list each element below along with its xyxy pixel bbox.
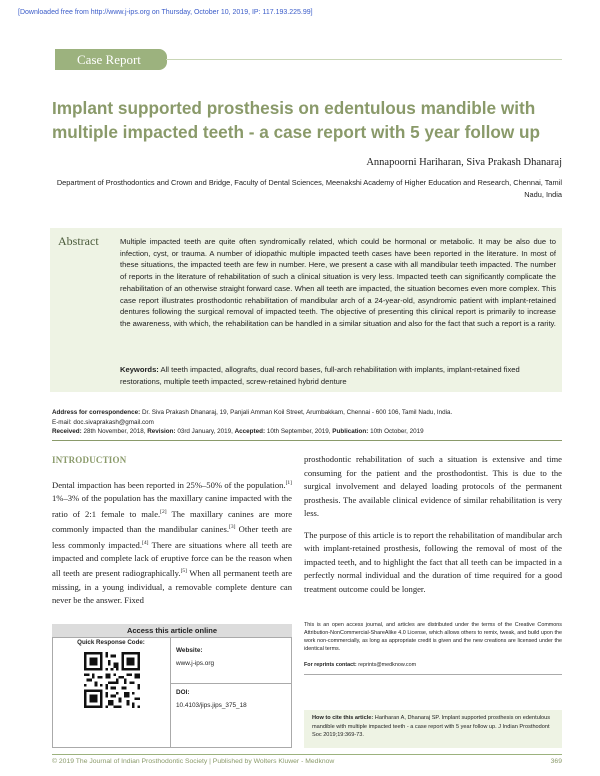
keywords-text: All teeth impacted, allografts, dual record bases, full-arch rehabilitation with implants, implant-retained fixed restorations, multiple teeth impacted, screw-retained hybrid denture	[120, 365, 520, 386]
citation-text: Hariharan A, Dhanaraj SP. Implant supported prosthesis on edentulous mandible with multiple impacted teeth - a case report with 5 year follow up. J Indian Prosthodont Soc 2019;19:369-73.	[312, 715, 551, 739]
revision-label: Revision:	[147, 428, 176, 435]
open-access-notice: This is an open access journal, and articles are distributed under the terms of the Creative Commons Attribution-NonCommercial-ShareAlike 4.0 License, which allows others to remix, tweak, and build upon the work non-commercially, as long as appropriate credit is given and the new creations are licensed under the identical terms.	[304, 622, 562, 652]
correspondence-text: Dr. Siva Prakash Dhanaraj, 19, Panjali Amman Koil Street, Arumbakkam, Chennai - 600 106, Tamil Nadu, India.	[141, 409, 453, 416]
received-label: Received:	[52, 428, 82, 435]
abstract-text: Multiple impacted teeth are quite often syndromically related, which could be hormonal or metabolic. It may be also due to infection, cyst, or trauma. A number of idiopathic multiple impacted teeth cases have been reported in the literature. In most of these situations, the impacted teeth are few in number. Here, we present a case with all mandibular teeth impacted. The number of reports in the literature of rehabilitation of such a clinical situation is very less. Impacted teeth can significantly complicate the rehabilitation of an otherwise straight forward case. When all teeth are impacted, the situation becomes even more complex. This case report illustrates prosthodontic rehabilitation of mandibular arch of a 24-year-old, asyndromic patient with implant-retained dentures following the surgical removal of impacted teeth. The objective of presenting this clinical report is primarily to increase the awareness, with which, the rehabilitation can be handled in a similar situation and also for the fact that such a report is a rarity.	[120, 237, 556, 328]
tab-divider	[166, 59, 562, 60]
access-box-divider	[170, 637, 171, 748]
intro-column-left	[52, 477, 292, 608]
access-box-divider	[52, 637, 292, 638]
article-dates	[52, 428, 562, 435]
revision-date: 03rd January, 2019,	[177, 428, 233, 435]
keywords	[120, 364, 556, 388]
correspondence-email[interactable]: E-mail: doc.sivaprakash@gmail.com	[52, 419, 154, 426]
intro-text: The maxillary canines are more commonly impacted than the mandibular canines.	[52, 508, 293, 535]
website-label: Website:	[176, 647, 203, 654]
authors: Annapoorni Hariharan, Siva Prakash Dhanaraj	[366, 157, 562, 168]
correspondence	[52, 408, 562, 428]
access-box-heading: Access this article online	[52, 624, 292, 637]
page-number: 369	[550, 758, 562, 765]
doi-label: DOI:	[176, 689, 190, 696]
ref-link[interactable]: [5]	[180, 568, 187, 575]
ref-link[interactable]: [1]	[285, 480, 292, 486]
ref-link[interactable]: [3]	[228, 524, 236, 531]
divider	[304, 674, 562, 675]
reprints-email[interactable]: reprints@medknow.com	[358, 662, 417, 668]
ref-link[interactable]: [4]	[142, 539, 149, 546]
reprints-contact	[304, 662, 416, 668]
publication-label: Publication:	[332, 428, 369, 435]
section-tab: Case Report	[55, 49, 167, 70]
abstract-label: Abstract	[58, 234, 99, 248]
website-link[interactable]: www.j-ips.org	[176, 660, 214, 667]
introduction-heading: INTRODUCTION	[52, 455, 127, 465]
ref-link[interactable]: [2]	[160, 508, 167, 515]
article-title: Implant supported prosthesis on edentulous mandible with multiple impacted teeth - a case report with 5 year follow up	[52, 98, 541, 142]
intro-text: Other teeth are less commonly impacted.	[52, 524, 292, 550]
doi-link[interactable]: 10.4103/jips.jips_375_18	[176, 702, 247, 709]
access-box-divider	[170, 683, 292, 684]
reprints-label: For reprints contact:	[304, 662, 357, 668]
intro-column-right	[304, 453, 562, 604]
intro-paragraph: prosthodontic rehabilitation of such a situation is extensive and time consuming for the patient and the prosthodontist. This is due to the surgical involvement and delayed loading protocols of the permanent prosthesis. The available clinical evidence of similar rehabilitation is very less.	[304, 454, 562, 518]
qr-code-icon[interactable]	[84, 652, 140, 708]
publication-date: 10th October, 2019	[370, 428, 424, 435]
intro-paragraph: The purpose of this article is to report the rehabilitation of mandibular arch with implant-retained prosthesis, following the removal of most of the impacted teeth, and to highlight the fact that all teeth can be impacted in a perfectly normal individual and the duration of time required for a good treatment outcome could be longer.	[304, 529, 562, 594]
affiliation: Department of Prosthodontics and Crown and Bridge, Faculty of Dental Sciences, Meenakshi Academy of Higher Education and Research, Chennai, Tamil Nadu, India	[56, 178, 562, 199]
citation-label: How to cite this article:	[312, 715, 374, 721]
intro-text: When all permanent teeth are missing, in a young individual, a removable complete denture can never be the answer. Fixed	[52, 568, 293, 606]
citation	[312, 714, 558, 740]
received-date: 28th November, 2018,	[83, 428, 146, 435]
footer-copyright: © 2019 The Journal of Indian Prosthodontic Society | Published by Wolters Kluwer - Medknow	[52, 758, 335, 765]
accepted-label: Accepted:	[234, 428, 266, 435]
intro-text: There are situations where all teeth are impacted and complete lack of eruptive force can be the reason when all teeth are present radiographically.	[52, 539, 293, 579]
intro-text: Dental impaction has been reported in 25%–50% of the population.	[52, 479, 286, 490]
download-note: [Downloaded free from http://www.j-ips.org on Thursday, October 10, 2019, IP: 117.193.225.99]	[18, 9, 313, 16]
accepted-date: 10th September, 2019,	[266, 428, 331, 435]
intro-text: 1%–3% of the population has the maxillary canine impacted with the ratio of 2:1 female to male.	[52, 493, 292, 519]
footer-divider	[52, 754, 562, 755]
qr-label: Quick Response Code:	[77, 639, 145, 646]
keywords-label: Keywords:	[120, 365, 159, 374]
divider	[52, 440, 562, 441]
correspondence-label: Address for correspondence:	[52, 409, 141, 416]
